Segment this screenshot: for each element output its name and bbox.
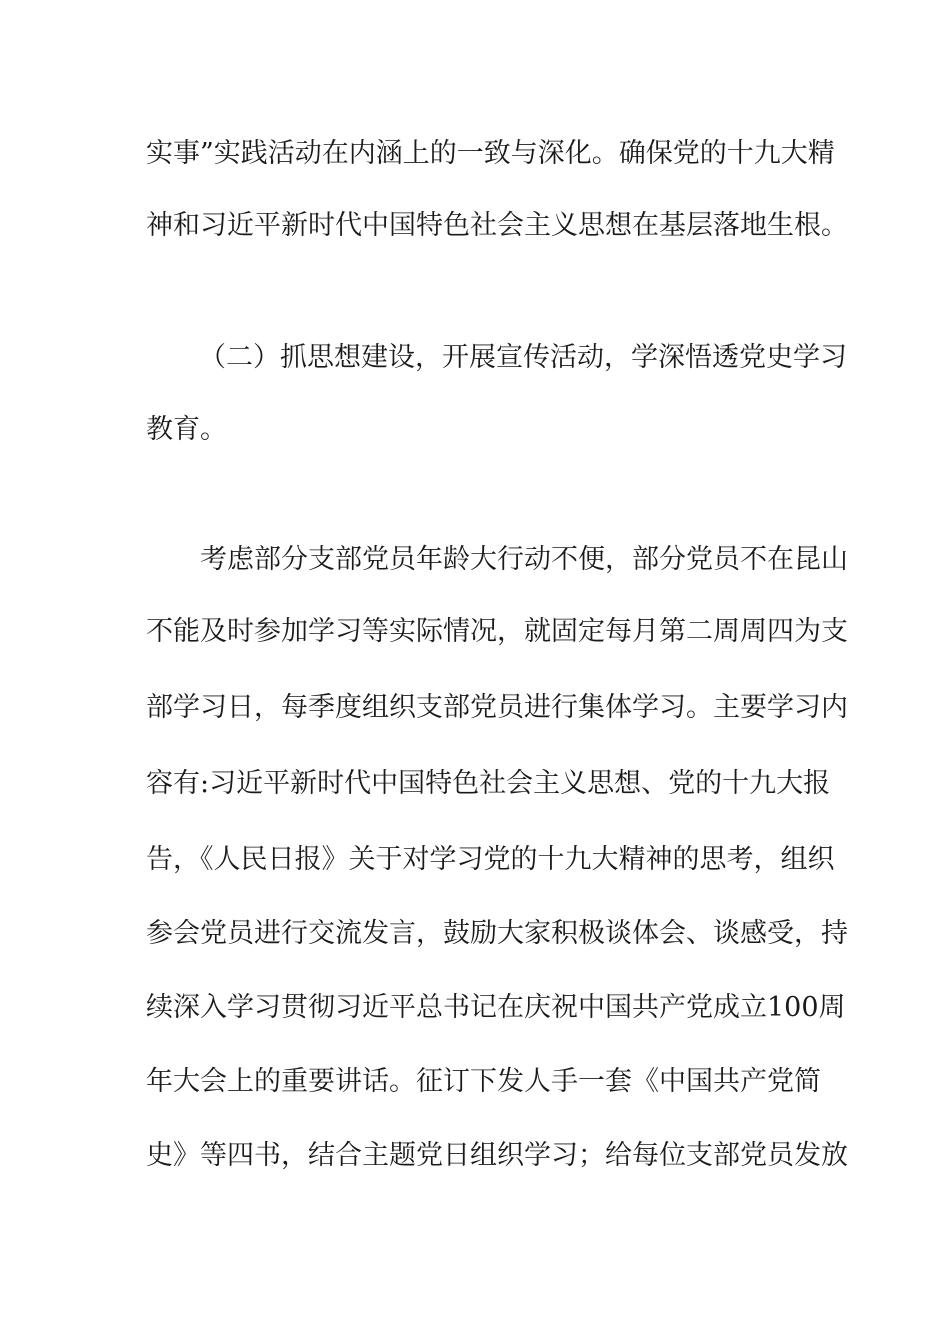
text-line: 告，《人民日报》关于对学习党的十九大精神的思考，组织 xyxy=(146,844,835,875)
text-line: 年大会上的重要讲话。征订下发人手一套《中国共产党简 xyxy=(146,1066,821,1097)
text-line: 续深入学习贯彻习近平总书记在庆祝中国共产党成立100周 xyxy=(146,992,846,1023)
section-heading-continuation: 教育。 xyxy=(146,414,227,445)
text-line: 史》等四书，结合主题党日组织学习；给每位支部党员发放 xyxy=(146,1140,848,1171)
text-line: 实事”实践活动在内涵上的一致与深化。确保党的十九大精 xyxy=(146,138,835,169)
text-line: 容有:习近平新时代中国特色社会主义思想、党的十九大报 xyxy=(146,768,831,799)
text-line: 神和习近平新时代中国特色社会主义思想在基层落地生根。 xyxy=(146,210,848,241)
section-heading: （二）抓思想建设，开展宣传活动，学深悟透党史学习 xyxy=(199,342,847,373)
paragraph-first-line: 考虑部分支部党员年龄大行动不便，部分党员不在昆山 xyxy=(146,544,848,575)
text-line: 部学习日，每季度组织支部党员进行集体学习。主要学习内 xyxy=(146,692,848,723)
text-line: 不能及时参加学习等实际情况，就固定每月第二周周四为支 xyxy=(146,616,848,647)
text-line: 参会党员进行交流发言，鼓励大家积极谈体会、谈感受，持 xyxy=(146,918,848,949)
